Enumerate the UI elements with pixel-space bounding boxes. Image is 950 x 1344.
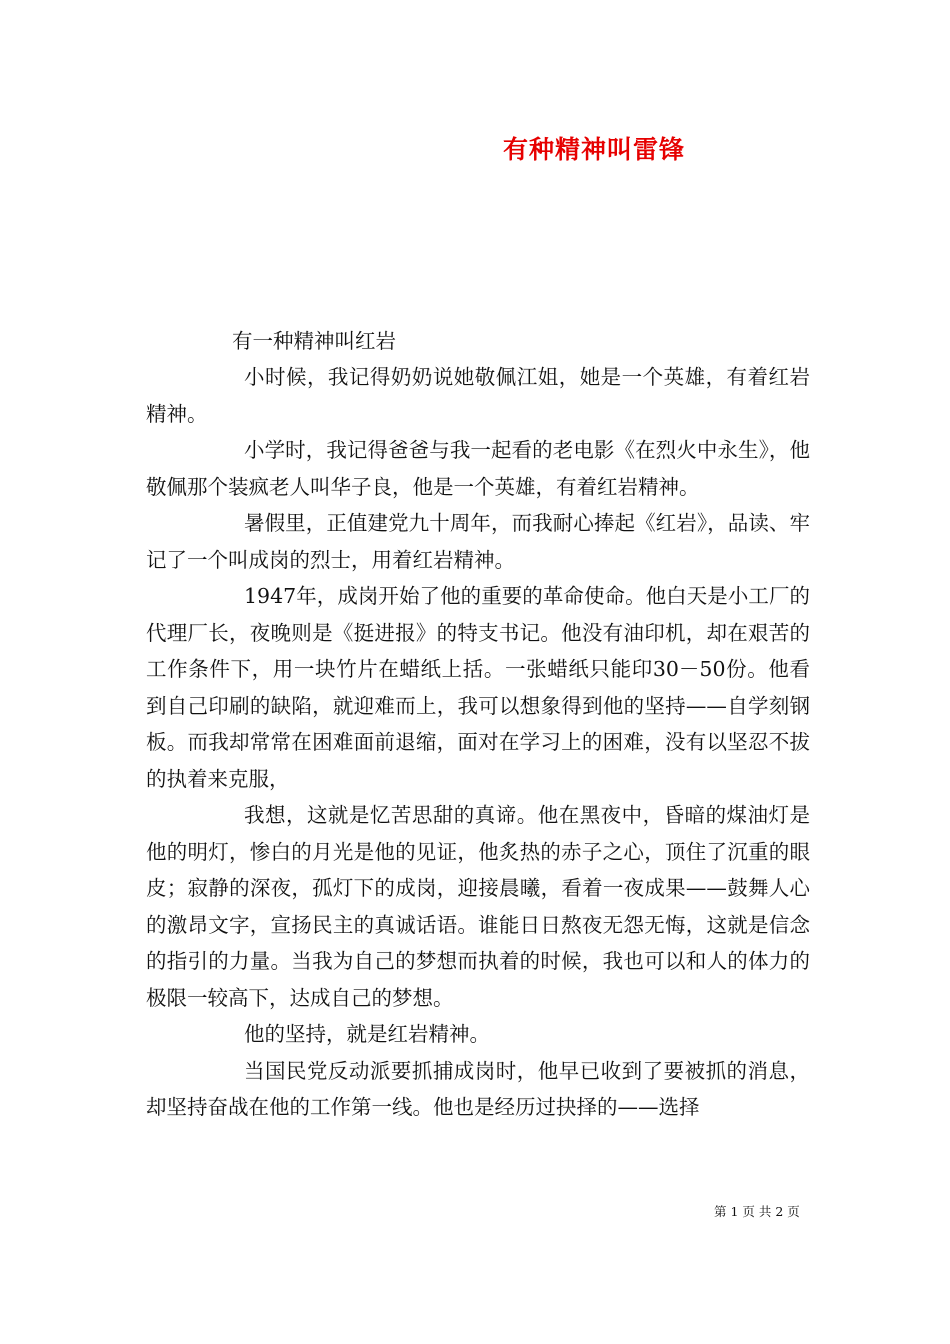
paragraph: 他的坚持，就是红岩精神。 xyxy=(244,1022,490,1046)
page-number: 第 1 页 共 2 页 xyxy=(714,1204,800,1219)
paragraph: 我想，这就是忆苦思甜的真谛。他在黑夜中，昏暗的煤油灯是他的明灯，惨白的月光是他的见证，他炙热的赤子之心，顶住了沉重的眼皮；寂静的深夜，孤灯下的成岗，迎接晨曦，看着一夜成果——鼓舞人心的激昂文字，宣扬民主的真诚话语。谁能日日熬夜无怨无悔，这就是信念的指引的力量。当我为自己的梦想而执着的时候，我也可以和人的体力的极限一较高下，达成自己的梦想。 xyxy=(146,803,810,1010)
paragraph: 暑假里，正值建党九十周年，而我耐心捧起《红岩》，品读、牢记了一个叫成岗的烈士，用着红岩精神。 xyxy=(146,511,810,572)
paragraph: 小时候，我记得奶奶说她敬佩江姐，她是一个英雄，有着红岩精神。 xyxy=(146,365,810,426)
paragraph: 当国民党反动派要抓捕成岗时，他早已收到了要被抓的消息，却坚持奋战在他的工作第一线。他也是经历过抉择的——选择 xyxy=(146,1058,810,1119)
page-title: 有种精神叫雷锋 xyxy=(503,135,686,164)
paragraph: 小学时，我记得爸爸与我一起看的老电影《在烈火中永生》，他敬佩那个装疯老人叫华子良，他是一个英雄，有着红岩精神。 xyxy=(146,438,810,499)
article-body xyxy=(146,323,810,1126)
article-subtitle: 有一种精神叫红岩 xyxy=(232,329,396,353)
paragraph: 1947年，成岗开始了他的重要的革命使命。他白天是小工厂的代理厂长，夜晚则是《挺进报》的特支书记。他没有油印机，却在艰苦的工作条件下，用一块竹片在蜡纸上括。一张蜡纸只能印30－50份。他看到自己印刷的缺陷，就迎难而上，我可以想象得到他的坚持——自学刻钢板。而我却常常在困难面前退缩，面对在学习上的困难，没有以坚忍不拔的执着来克服， xyxy=(146,584,810,791)
